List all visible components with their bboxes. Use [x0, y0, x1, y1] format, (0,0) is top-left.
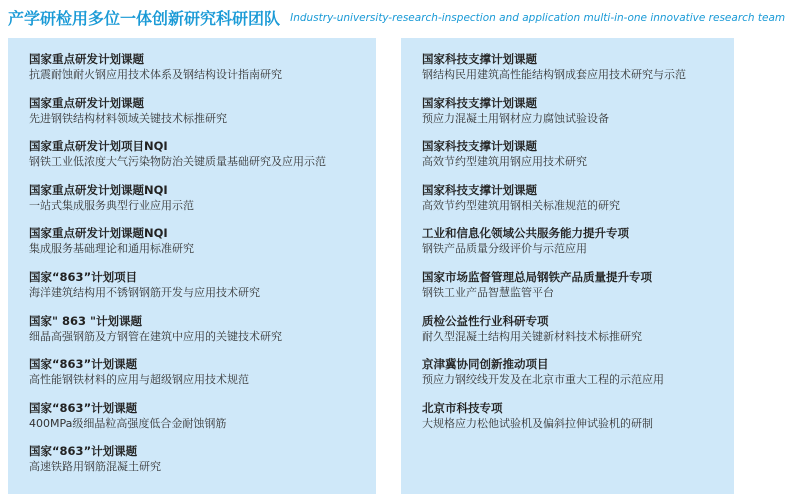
project-description: 高效节约型建筑用钢应用技术研究: [422, 155, 587, 169]
project-item: [422, 401, 734, 445]
project-title: 国家科技支撑计划课题: [422, 139, 537, 154]
project-title: 国家重点研发计划课题: [29, 95, 144, 110]
project-item: [29, 52, 376, 96]
project-item: [29, 139, 376, 183]
project-description: 抗震耐蚀耐火钢应用技术体系及钢结构设计指南研究: [29, 68, 282, 81]
project-title: 质检公益性行业科研专项: [422, 313, 549, 328]
project-title: 国家科技支撑计划课题: [422, 95, 537, 110]
project-item: [422, 314, 734, 358]
project-description: 高效节约型建筑用钢相关标准规范的研究: [422, 198, 620, 212]
project-description: 先进钢铁结构材料领域关键技术标推研究: [29, 111, 227, 125]
project-item: [422, 357, 734, 401]
project-item: [422, 139, 734, 183]
project-title: 京津冀协同创新推动项目: [422, 357, 549, 372]
project-title: 国家“863”计划项目: [29, 269, 138, 284]
project-description: 海洋建筑结构用不锈钢钢筋开发与应用技术研究: [29, 285, 260, 299]
project-item: [29, 444, 376, 488]
project-title: 国家“863”计划课题: [29, 357, 138, 372]
project-description: 耐久型混凝土结构用关键新材料技术标推研究: [422, 329, 642, 343]
project-title: 国家科技支撑计划课题: [422, 52, 537, 66]
project-description: 钢铁工业产品智慧监管平台: [422, 285, 554, 299]
project-title: 国家重点研发计划课题NQI: [29, 182, 168, 197]
project-title: 国家" 863 "计划课题: [29, 313, 142, 328]
project-description: 一站式集成服务典型行业应用示范: [29, 198, 194, 212]
project-title: 国家重点研发计划项目NQI: [29, 139, 168, 154]
project-title: 国家“863”计划课题: [29, 444, 138, 459]
project-description: 集成服务基础理论和通用标准研究: [29, 242, 194, 256]
page-header: [8, 6, 785, 30]
project-item: [29, 401, 376, 445]
project-description: 细晶高强钢筋及方钢管在建筑中应用的关键技术研究: [29, 329, 282, 343]
project-description: 预应力混凝土用钢材应力腐蚀试验设备: [422, 111, 609, 125]
project-description: 钢结构民用建筑高性能结构钢成套应用技术研究与示范: [422, 68, 686, 81]
project-title: 工业和信息化领域公共服务能力提升专项: [422, 226, 629, 241]
project-item: [29, 314, 376, 358]
project-description: 高速铁路用钢筋混凝土研究: [29, 460, 161, 474]
project-item: [422, 96, 734, 140]
project-description: 钢铁工业低浓度大气污染物防治关键质量基础研究及应用示范: [29, 155, 326, 169]
project-item: [29, 183, 376, 227]
page-title: 产学研检用多位一体创新研究科研团队: [8, 9, 281, 28]
project-item: [422, 52, 734, 96]
project-item: [29, 270, 376, 314]
left-project-panel: [8, 38, 376, 494]
project-title: 北京市科技专项: [422, 400, 503, 415]
project-item: [422, 226, 734, 270]
project-description: 大规格应力松他试验机及偏斜拉伸试验机的研制: [422, 416, 653, 430]
project-item: [29, 226, 376, 270]
project-description: 400MPa级细晶粒高强度低合金耐蚀钢筋: [29, 416, 227, 430]
project-title: 国家“863”计划课题: [29, 400, 138, 415]
project-item: [422, 183, 734, 227]
project-description: 预应力钢绞线开发及在北京市重大工程的示范应用: [422, 373, 664, 387]
project-title: 国家科技支撑计划课题: [422, 182, 537, 197]
project-item: [422, 270, 734, 314]
page-subtitle: Industry-university-research-inspection and application multi-in-one innovative research team: [290, 11, 785, 24]
project-title: 国家重点研发计划课题NQI: [29, 226, 168, 241]
project-title: 国家重点研发计划课题: [29, 52, 144, 66]
project-item: [29, 357, 376, 401]
project-item: [29, 96, 376, 140]
project-title: 国家市场监督管理总局钢铁产品质量提升专项: [422, 269, 652, 284]
project-description: 高性能钢铁材料的应用与超级钢应用技术规范: [29, 373, 249, 387]
right-project-panel: [401, 38, 734, 494]
project-description: 钢铁产品质量分级评价与示范应用: [422, 242, 587, 256]
